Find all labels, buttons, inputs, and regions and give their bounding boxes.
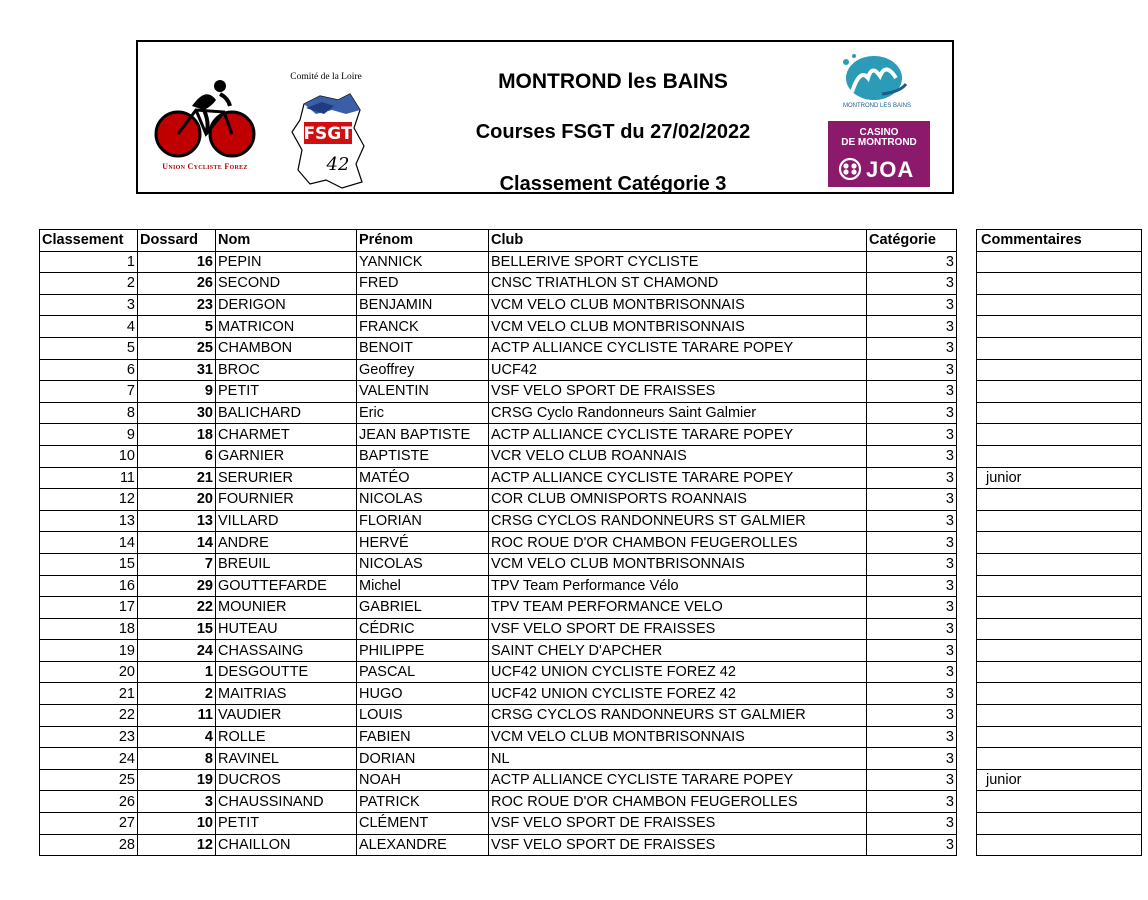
categorie-cell: 3	[867, 273, 957, 295]
comment-row	[977, 402, 1142, 424]
comment-cell: junior	[977, 769, 1142, 791]
categorie-cell: 3	[867, 510, 957, 532]
rank-cell: 21	[40, 683, 138, 705]
comment-row	[977, 445, 1142, 467]
nom-cell: BALICHARD	[216, 402, 357, 424]
prenom-cell: HUGO	[357, 683, 489, 705]
table-row	[40, 510, 957, 532]
table-row	[40, 532, 957, 554]
casino-line2: DE MONTROND	[841, 137, 917, 148]
montrond-logo	[822, 48, 932, 118]
table-row	[40, 705, 957, 727]
categorie-cell: 3	[867, 661, 957, 683]
rank-cell: 17	[40, 597, 138, 619]
dossard-cell: 5	[138, 316, 216, 338]
table-row	[40, 813, 957, 835]
table-row	[40, 640, 957, 662]
comment-row	[977, 489, 1142, 511]
table-row	[40, 553, 957, 575]
categorie-cell: 3	[867, 597, 957, 619]
prenom-cell: BENOIT	[357, 337, 489, 359]
prenom-cell: Eric	[357, 402, 489, 424]
prenom-cell: CLÉMENT	[357, 813, 489, 835]
rank-cell: 23	[40, 726, 138, 748]
prenom-cell: DORIAN	[357, 748, 489, 770]
comment-cell	[977, 791, 1142, 813]
table-row	[40, 251, 957, 273]
comment-cell	[977, 661, 1142, 683]
col-commentaires: Commentaires	[977, 230, 1142, 252]
nom-cell: FOURNIER	[216, 489, 357, 511]
col-classement: Classement	[40, 230, 138, 252]
comment-cell	[977, 510, 1142, 532]
nom-cell: GARNIER	[216, 445, 357, 467]
dossard-cell: 16	[138, 251, 216, 273]
club-cell: UCF42	[489, 359, 867, 381]
table-row	[40, 381, 957, 403]
comment-row	[977, 273, 1142, 295]
categorie-cell: 3	[867, 640, 957, 662]
nom-cell: CHASSAING	[216, 640, 357, 662]
dossard-cell: 2	[138, 683, 216, 705]
categorie-cell: 3	[867, 489, 957, 511]
categorie-cell: 3	[867, 791, 957, 813]
comment-cell: junior	[977, 467, 1142, 489]
comment-cell	[977, 381, 1142, 403]
table-row	[40, 424, 957, 446]
club-cell: VCM VELO CLUB MONTBRISONNAIS	[489, 553, 867, 575]
club-cell: UCF42 UNION CYCLISTE FOREZ 42	[489, 661, 867, 683]
casino-emblem-icon	[838, 157, 862, 181]
table-row	[40, 316, 957, 338]
categorie-cell: 3	[867, 445, 957, 467]
nom-cell: ROLLE	[216, 726, 357, 748]
comment-row	[977, 510, 1142, 532]
club-cell: VSF VELO SPORT DE FRAISSES	[489, 381, 867, 403]
comment-cell	[977, 748, 1142, 770]
club-cell: TPV TEAM PERFORMANCE VELO	[489, 597, 867, 619]
dossard-cell: 25	[138, 337, 216, 359]
rank-cell: 14	[40, 532, 138, 554]
comment-cell	[977, 359, 1142, 381]
prenom-cell: NICOLAS	[357, 553, 489, 575]
prenom-cell: CÉDRIC	[357, 618, 489, 640]
table-row	[40, 294, 957, 316]
club-cell: VSF VELO SPORT DE FRAISSES	[489, 813, 867, 835]
comment-row	[977, 337, 1142, 359]
prenom-cell: FABIEN	[357, 726, 489, 748]
nom-cell: MATRICON	[216, 316, 357, 338]
results-table	[39, 229, 957, 856]
race-subtitle: Courses FSGT du 27/02/2022	[475, 121, 751, 143]
comment-row	[977, 251, 1142, 273]
dossard-cell: 9	[138, 381, 216, 403]
table-row	[40, 748, 957, 770]
comment-row	[977, 769, 1142, 791]
nom-cell: DUCROS	[216, 769, 357, 791]
nom-cell: SECOND	[216, 273, 357, 295]
dossard-cell: 21	[138, 467, 216, 489]
club-cell: ACTP ALLIANCE CYCLISTE TARARE POPEY	[489, 424, 867, 446]
dossard-cell: 18	[138, 424, 216, 446]
dossard-cell: 1	[138, 661, 216, 683]
club-cell: BELLERIVE SPORT CYCLISTE	[489, 251, 867, 273]
categorie-cell: 3	[867, 748, 957, 770]
dossard-cell: 23	[138, 294, 216, 316]
rank-cell: 13	[40, 510, 138, 532]
categorie-cell: 3	[867, 813, 957, 835]
table-row	[40, 618, 957, 640]
prenom-cell: YANNICK	[357, 251, 489, 273]
categorie-cell: 3	[867, 316, 957, 338]
comment-cell	[977, 273, 1142, 295]
table-row	[40, 359, 957, 381]
comment-cell	[977, 294, 1142, 316]
nom-cell: DERIGON	[216, 294, 357, 316]
prenom-cell: JEAN BAPTISTE	[357, 424, 489, 446]
dossard-cell: 14	[138, 532, 216, 554]
comment-cell	[977, 553, 1142, 575]
rank-cell: 2	[40, 273, 138, 295]
table-row	[40, 467, 957, 489]
categorie-cell: 3	[867, 575, 957, 597]
table-row	[40, 575, 957, 597]
comment-cell	[977, 683, 1142, 705]
comment-row	[977, 683, 1142, 705]
table-row	[40, 661, 957, 683]
table-row	[40, 597, 957, 619]
comment-cell	[977, 251, 1142, 273]
categorie-cell: 3	[867, 251, 957, 273]
club-cell: ROC ROUE D'OR CHAMBON FEUGEROLLES	[489, 791, 867, 813]
dossard-cell: 26	[138, 273, 216, 295]
rank-cell: 5	[40, 337, 138, 359]
prenom-cell: VALENTIN	[357, 381, 489, 403]
casino-brand: JOA	[866, 157, 915, 182]
categorie-cell: 3	[867, 294, 957, 316]
dossard-cell: 4	[138, 726, 216, 748]
comment-cell	[977, 597, 1142, 619]
club-cell: UCF42 UNION CYCLISTE FOREZ 42	[489, 683, 867, 705]
comment-cell	[977, 726, 1142, 748]
rank-cell: 12	[40, 489, 138, 511]
prenom-cell: BENJAMIN	[357, 294, 489, 316]
nom-cell: CHAMBON	[216, 337, 357, 359]
rank-cell: 20	[40, 661, 138, 683]
comment-row	[977, 726, 1142, 748]
comment-cell	[977, 532, 1142, 554]
comment-cell	[977, 402, 1142, 424]
prenom-cell: PATRICK	[357, 791, 489, 813]
comment-cell	[977, 575, 1142, 597]
comment-cell	[977, 618, 1142, 640]
club-cell: ACTP ALLIANCE CYCLISTE TARARE POPEY	[489, 467, 867, 489]
col-nom: Nom	[216, 230, 357, 252]
ucf-logo	[146, 76, 264, 176]
categorie-cell: 3	[867, 705, 957, 727]
comment-row	[977, 705, 1142, 727]
col-club: Club	[489, 230, 867, 252]
comment-row	[977, 467, 1142, 489]
dossard-cell: 15	[138, 618, 216, 640]
table-row	[40, 683, 957, 705]
prenom-cell: PASCAL	[357, 661, 489, 683]
comment-row	[977, 661, 1142, 683]
categorie-cell: 3	[867, 532, 957, 554]
comment-row	[977, 748, 1142, 770]
comments-table	[976, 229, 1142, 856]
ucf-logo-text: Union Cycliste Forez	[162, 162, 248, 171]
rank-cell: 3	[40, 294, 138, 316]
club-cell: VCR VELO CLUB ROANNAIS	[489, 445, 867, 467]
prenom-cell: ALEXANDRE	[357, 834, 489, 856]
table-row	[40, 769, 957, 791]
casino-line1: CASINO	[859, 127, 899, 138]
prenom-cell: BAPTISTE	[357, 445, 489, 467]
prenom-cell: LOUIS	[357, 705, 489, 727]
category-ranking-title: Classement Catégorie 3	[499, 173, 727, 195]
club-cell: CNSC TRIATHLON ST CHAMOND	[489, 273, 867, 295]
prenom-cell: Geoffrey	[357, 359, 489, 381]
dossard-cell: 3	[138, 791, 216, 813]
dossard-cell: 24	[138, 640, 216, 662]
fsgt-logo-number: 42	[326, 154, 350, 175]
comment-row	[977, 597, 1142, 619]
fsgt-committee-text: Comité de la Loire	[290, 72, 362, 82]
prenom-cell: PHILIPPE	[357, 640, 489, 662]
dossard-cell: 13	[138, 510, 216, 532]
dossard-cell: 30	[138, 402, 216, 424]
club-cell: TPV Team Performance Vélo	[489, 575, 867, 597]
rank-cell: 15	[40, 553, 138, 575]
club-cell: NL	[489, 748, 867, 770]
nom-cell: PETIT	[216, 813, 357, 835]
categorie-cell: 3	[867, 834, 957, 856]
dossard-cell: 10	[138, 813, 216, 835]
table-row	[40, 273, 957, 295]
casino-logo	[828, 121, 930, 187]
dossard-cell: 20	[138, 489, 216, 511]
categorie-cell: 3	[867, 618, 957, 640]
comment-row	[977, 618, 1142, 640]
rank-cell: 27	[40, 813, 138, 835]
rank-cell: 9	[40, 424, 138, 446]
rank-cell: 28	[40, 834, 138, 856]
rank-cell: 19	[40, 640, 138, 662]
table-row	[40, 489, 957, 511]
nom-cell: MOUNIER	[216, 597, 357, 619]
categorie-cell: 3	[867, 467, 957, 489]
comment-row	[977, 294, 1142, 316]
montrond-logo-text: MONTROND LES BAINS	[842, 103, 911, 109]
comment-row	[977, 532, 1142, 554]
nom-cell: BREUIL	[216, 553, 357, 575]
table-row	[40, 834, 957, 856]
rank-cell: 1	[40, 251, 138, 273]
nom-cell: HUTEAU	[216, 618, 357, 640]
rank-cell: 11	[40, 467, 138, 489]
col-categorie: Catégorie	[867, 230, 957, 252]
nom-cell: GOUTTEFARDE	[216, 575, 357, 597]
club-cell: CRSG Cyclo Randonneurs Saint Galmier	[489, 402, 867, 424]
club-cell: ROC ROUE D'OR CHAMBON FEUGEROLLES	[489, 532, 867, 554]
fsgt-logo	[276, 72, 376, 192]
rank-cell: 4	[40, 316, 138, 338]
comment-cell	[977, 337, 1142, 359]
comment-cell	[977, 424, 1142, 446]
nom-cell: MAITRIAS	[216, 683, 357, 705]
dossard-cell: 12	[138, 834, 216, 856]
comment-row	[977, 791, 1142, 813]
comment-cell	[977, 834, 1142, 856]
comment-cell	[977, 489, 1142, 511]
dossard-cell: 6	[138, 445, 216, 467]
rank-cell: 7	[40, 381, 138, 403]
club-cell: VSF VELO SPORT DE FRAISSES	[489, 618, 867, 640]
categorie-cell: 3	[867, 424, 957, 446]
comment-row	[977, 359, 1142, 381]
dossard-cell: 22	[138, 597, 216, 619]
comment-row	[977, 381, 1142, 403]
table-row	[40, 791, 957, 813]
categorie-cell: 3	[867, 359, 957, 381]
rank-cell: 8	[40, 402, 138, 424]
nom-cell: SERURIER	[216, 467, 357, 489]
categorie-cell: 3	[867, 726, 957, 748]
dossard-cell: 31	[138, 359, 216, 381]
page-title: MONTROND les BAINS	[498, 70, 728, 93]
categorie-cell: 3	[867, 402, 957, 424]
document-header	[136, 40, 954, 194]
comment-row	[977, 813, 1142, 835]
categorie-cell: 3	[867, 337, 957, 359]
nom-cell: BROC	[216, 359, 357, 381]
club-cell: ACTP ALLIANCE CYCLISTE TARARE POPEY	[489, 769, 867, 791]
comment-row	[977, 640, 1142, 662]
results-header-row	[40, 230, 957, 252]
comment-cell	[977, 445, 1142, 467]
comment-row	[977, 834, 1142, 856]
comment-row	[977, 575, 1142, 597]
nom-cell: RAVINEL	[216, 748, 357, 770]
prenom-cell: HERVÉ	[357, 532, 489, 554]
club-cell: VCM VELO CLUB MONTBRISONNAIS	[489, 294, 867, 316]
dossard-cell: 7	[138, 553, 216, 575]
rank-cell: 10	[40, 445, 138, 467]
club-cell: SAINT CHELY D'APCHER	[489, 640, 867, 662]
club-cell: COR CLUB OMNISPORTS ROANNAIS	[489, 489, 867, 511]
prenom-cell: NOAH	[357, 769, 489, 791]
comment-cell	[977, 640, 1142, 662]
comment-cell	[977, 813, 1142, 835]
dossard-cell: 19	[138, 769, 216, 791]
categorie-cell: 3	[867, 553, 957, 575]
dossard-cell: 11	[138, 705, 216, 727]
dossard-cell: 8	[138, 748, 216, 770]
comment-cell	[977, 316, 1142, 338]
dossard-cell: 29	[138, 575, 216, 597]
nom-cell: VAUDIER	[216, 705, 357, 727]
col-dossard: Dossard	[138, 230, 216, 252]
prenom-cell: FRANCK	[357, 316, 489, 338]
rank-cell: 16	[40, 575, 138, 597]
club-cell: CRSG CYCLOS RANDONNEURS ST GALMIER	[489, 510, 867, 532]
prenom-cell: MATÉO	[357, 467, 489, 489]
table-row	[40, 402, 957, 424]
table-row	[40, 337, 957, 359]
club-cell: VCM VELO CLUB MONTBRISONNAIS	[489, 316, 867, 338]
comments-header-row	[977, 230, 1142, 252]
nom-cell: ANDRE	[216, 532, 357, 554]
categorie-cell: 3	[867, 381, 957, 403]
col-prenom: Prénom	[357, 230, 489, 252]
comment-row	[977, 553, 1142, 575]
comment-row	[977, 424, 1142, 446]
club-cell: CRSG CYCLOS RANDONNEURS ST GALMIER	[489, 705, 867, 727]
comment-row	[977, 316, 1142, 338]
prenom-cell: NICOLAS	[357, 489, 489, 511]
comment-cell	[977, 705, 1142, 727]
club-cell: ACTP ALLIANCE CYCLISTE TARARE POPEY	[489, 337, 867, 359]
rank-cell: 25	[40, 769, 138, 791]
fsgt-logo-name: FSGT	[303, 124, 353, 144]
rank-cell: 24	[40, 748, 138, 770]
rank-cell: 18	[40, 618, 138, 640]
nom-cell: CHARMET	[216, 424, 357, 446]
nom-cell: CHAILLON	[216, 834, 357, 856]
nom-cell: PEPIN	[216, 251, 357, 273]
prenom-cell: Michel	[357, 575, 489, 597]
rank-cell: 6	[40, 359, 138, 381]
club-cell: VCM VELO CLUB MONTBRISONNAIS	[489, 726, 867, 748]
nom-cell: DESGOUTTE	[216, 661, 357, 683]
nom-cell: CHAUSSINAND	[216, 791, 357, 813]
table-row	[40, 445, 957, 467]
club-cell: VSF VELO SPORT DE FRAISSES	[489, 834, 867, 856]
rank-cell: 22	[40, 705, 138, 727]
nom-cell: VILLARD	[216, 510, 357, 532]
prenom-cell: FLORIAN	[357, 510, 489, 532]
nom-cell: PETIT	[216, 381, 357, 403]
table-row	[40, 726, 957, 748]
prenom-cell: GABRIEL	[357, 597, 489, 619]
categorie-cell: 3	[867, 769, 957, 791]
prenom-cell: FRED	[357, 273, 489, 295]
categorie-cell: 3	[867, 683, 957, 705]
rank-cell: 26	[40, 791, 138, 813]
